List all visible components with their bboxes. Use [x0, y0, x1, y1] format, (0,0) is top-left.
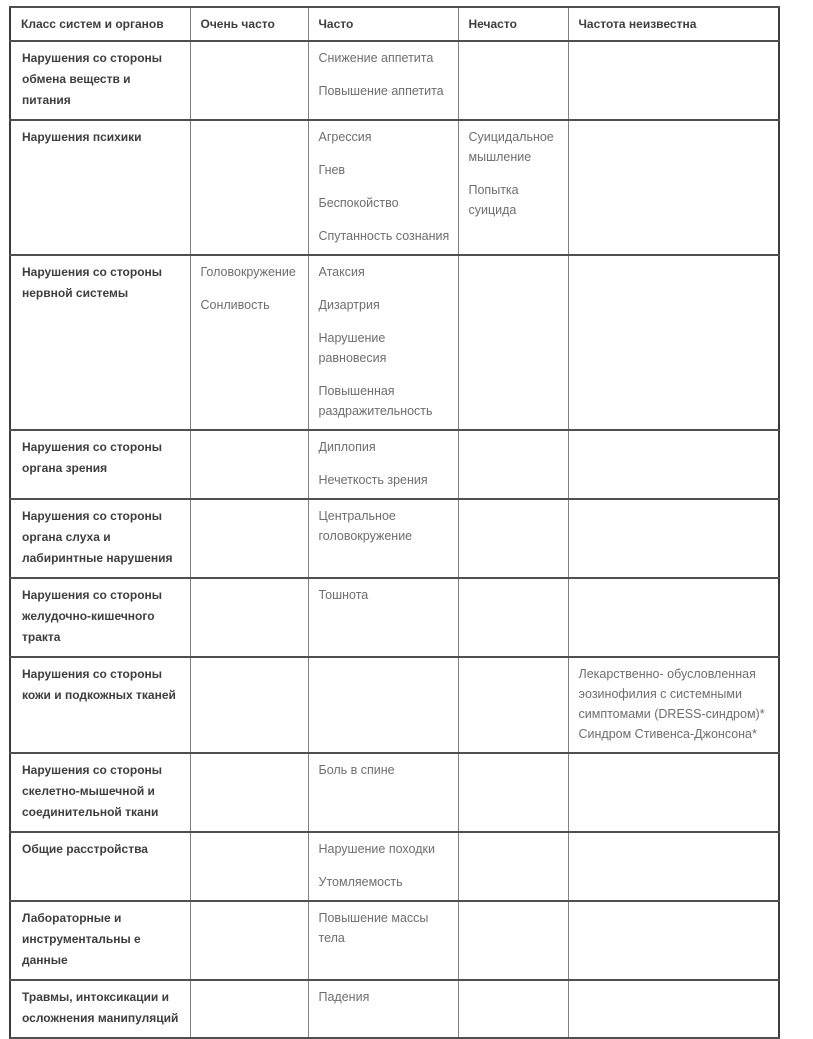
reaction-item: Гнев — [318, 163, 346, 177]
organ-class-label: Нарушения со стороны скелетно-мышечной и соединительной ткани — [22, 763, 163, 819]
cell-common — [308, 832, 458, 901]
organ-class-label: Нарушения со стороны органа слуха и лабиринтные нарушения — [22, 509, 173, 565]
cell-organ_class — [10, 41, 190, 120]
table-row — [10, 832, 779, 901]
reaction-item: Лекарственно- обусловленная эозинофилия с системными симптомами (DRESS-синдром)* — [578, 667, 765, 721]
cell-common — [308, 255, 458, 430]
reaction-item: Центральное головокружение — [318, 509, 413, 543]
cell-organ_class — [10, 980, 190, 1038]
cell-very_common — [190, 980, 308, 1038]
cell-uncommon — [458, 430, 568, 499]
reaction-item: Повышенная раздражительность — [318, 384, 433, 418]
organ-class-label: Нарушения со стороны органа зрения — [22, 440, 163, 475]
cell-organ_class — [10, 578, 190, 657]
cell-common — [308, 430, 458, 499]
organ-class-label: Нарушения со стороны нервной системы — [22, 265, 163, 300]
organ-class-label: Лабораторные и инструментальны е данные — [22, 911, 141, 967]
reaction-item: Снижение аппетита — [318, 51, 434, 65]
reaction-item: Атаксия — [318, 265, 365, 279]
column-header-very_common: Очень часто — [190, 7, 308, 41]
reaction-item: Сонливость — [200, 298, 270, 312]
cell-uncommon — [458, 901, 568, 980]
column-header-uncommon: Нечасто — [458, 7, 568, 41]
cell-uncommon — [458, 499, 568, 578]
cell-organ_class — [10, 255, 190, 430]
organ-class-label: Общие расстройства — [22, 842, 148, 856]
reaction-item: Синдром Стивенса-Джонсона* — [578, 727, 757, 741]
column-header-organ_class: Класс систем и органов — [10, 7, 190, 41]
reaction-item: Дизартрия — [318, 298, 380, 312]
reaction-item: Попытка суицида — [468, 183, 519, 217]
table-header-row — [10, 7, 779, 41]
reaction-item: Падения — [318, 990, 370, 1004]
organ-class-label: Нарушения со стороны кожи и подкожных тканей — [22, 667, 176, 702]
table-row — [10, 41, 779, 120]
table-row — [10, 430, 779, 499]
cell-organ_class — [10, 901, 190, 980]
cell-uncommon — [458, 832, 568, 901]
cell-unknown — [568, 980, 779, 1038]
column-header-common: Часто — [308, 7, 458, 41]
reaction-item: Головокружение — [200, 265, 296, 279]
cell-uncommon — [458, 255, 568, 430]
cell-common — [308, 578, 458, 657]
reaction-item: Нечеткость зрения — [318, 473, 428, 487]
cell-unknown — [568, 753, 779, 832]
cell-very_common — [190, 832, 308, 901]
table-row — [10, 499, 779, 578]
cell-very_common — [190, 901, 308, 980]
reaction-item: Беспокойство — [318, 196, 399, 210]
table-row — [10, 901, 779, 980]
table-row — [10, 120, 779, 255]
reaction-item: Спутанность сознания — [318, 229, 450, 243]
cell-very_common — [190, 657, 308, 753]
cell-organ_class — [10, 430, 190, 499]
reaction-item: Боль в спине — [318, 763, 395, 777]
adverse-reactions-table — [9, 6, 780, 1039]
cell-common — [308, 901, 458, 980]
cell-common — [308, 753, 458, 832]
organ-class-label: Травмы, интоксикации и осложнения манипуляций — [22, 990, 179, 1025]
cell-unknown — [568, 120, 779, 255]
cell-common — [308, 980, 458, 1038]
cell-unknown — [568, 657, 779, 753]
reaction-item: Нарушение равновесия — [318, 331, 387, 365]
organ-class-label: Нарушения со стороны желудочно-кишечного тракта — [22, 588, 163, 644]
reaction-item: Утомляемость — [318, 875, 403, 889]
reaction-item: Суицидальное мышление — [468, 130, 554, 164]
table-row — [10, 657, 779, 753]
cell-uncommon — [458, 41, 568, 120]
cell-organ_class — [10, 499, 190, 578]
cell-unknown — [568, 578, 779, 657]
cell-organ_class — [10, 753, 190, 832]
cell-very_common — [190, 255, 308, 430]
reaction-item: Нарушение походки — [318, 842, 435, 856]
cell-common — [308, 657, 458, 753]
cell-very_common — [190, 499, 308, 578]
cell-common — [308, 41, 458, 120]
cell-uncommon — [458, 657, 568, 753]
cell-common — [308, 120, 458, 255]
cell-uncommon — [458, 980, 568, 1038]
cell-unknown — [568, 499, 779, 578]
cell-very_common — [190, 41, 308, 120]
reaction-item: Повышение аппетита — [318, 84, 444, 98]
cell-very_common — [190, 578, 308, 657]
cell-organ_class — [10, 120, 190, 255]
cell-uncommon — [458, 120, 568, 255]
reaction-item: Агрессия — [318, 130, 372, 144]
table-row — [10, 578, 779, 657]
cell-uncommon — [458, 578, 568, 657]
cell-unknown — [568, 41, 779, 120]
cell-common — [308, 499, 458, 578]
cell-unknown — [568, 255, 779, 430]
cell-unknown — [568, 430, 779, 499]
table-row — [10, 255, 779, 430]
organ-class-label: Нарушения психики — [22, 130, 142, 144]
reaction-item: Диплопия — [318, 440, 376, 454]
cell-very_common — [190, 430, 308, 499]
cell-organ_class — [10, 657, 190, 753]
document-page — [9, 6, 813, 1039]
cell-unknown — [568, 901, 779, 980]
cell-very_common — [190, 753, 308, 832]
table-row — [10, 753, 779, 832]
column-header-unknown: Частота неизвестна — [568, 7, 779, 41]
organ-class-label: Нарушения со стороны обмена веществ и питания — [22, 51, 163, 107]
cell-unknown — [568, 832, 779, 901]
cell-very_common — [190, 120, 308, 255]
cell-uncommon — [458, 753, 568, 832]
reaction-item: Тошнота — [318, 588, 369, 602]
cell-organ_class — [10, 832, 190, 901]
reaction-item: Повышение массы тела — [318, 911, 429, 945]
table-row — [10, 980, 779, 1038]
